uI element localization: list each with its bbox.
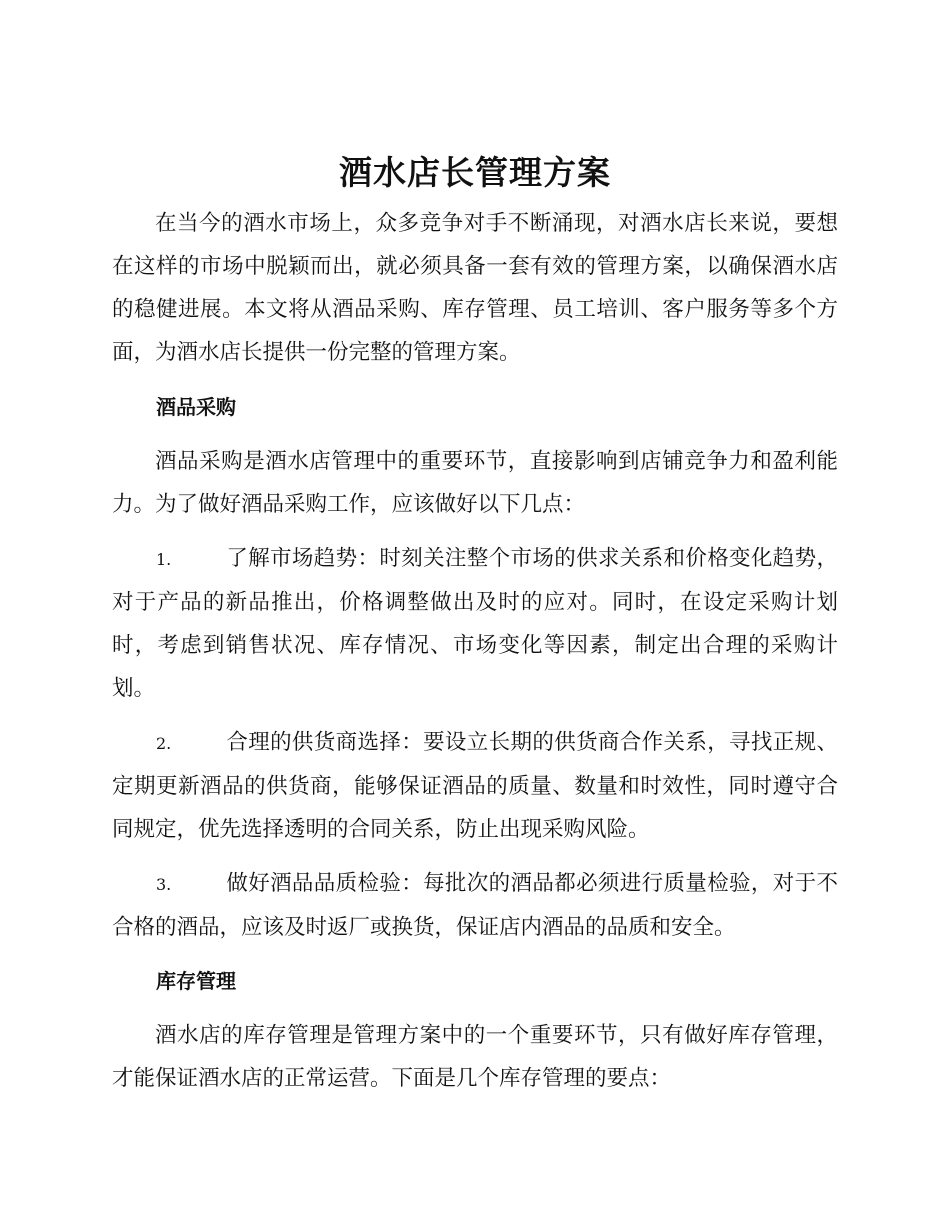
list-item-text: 了解市场趋势：时刻关注整个市场的供求关系和价格变化趋势，对于产品的新品推出，价格调整做出及时的应对。同时，在设定采购计划时，考虑到销售状况、库存情况、市场变化等因素，制定出合理的采购计划。	[112, 546, 838, 701]
list-item-number: 2.	[156, 734, 172, 753]
list-item	[112, 721, 838, 851]
list-item-number: 1.	[156, 550, 172, 569]
spacer	[112, 710, 838, 721]
document-page	[112, 150, 838, 1100]
spacer	[112, 851, 838, 862]
section-heading-purchasing: 酒品采购	[156, 395, 236, 419]
list-item-text: 合理的供货商选择：要设立长期的供货商合作关系，寻找正规、定期更新酒品的供货商，能够保证酒品的质量、数量和时效性，同时遵守合同规定，优先选择透明的合同关系，防止出现采购风险。	[112, 730, 838, 842]
section-heading-inventory: 库存管理	[156, 969, 236, 993]
inventory-paragraph: 酒水店的库存管理是管理方案中的一个重要环节，只有做好库存管理，才能保证酒水店的正常运营。下面是几个库存管理的要点：	[112, 1023, 838, 1091]
list-item-number: 3.	[156, 875, 172, 894]
spacer	[112, 526, 838, 537]
list-item-text: 做好酒品品质检验：每批次的酒品都必须进行质量检验，对于不合格的酒品，应该及时返厂或换货，保证店内酒品的品质和安全。	[112, 871, 838, 940]
document-title: 酒水店长管理方案	[339, 153, 611, 192]
purchasing-paragraph: 酒品采购是酒水店管理中的重要环节，直接影响到店铺竞争力和盈利能力。为了做好酒品采购工作，应该做好以下几点：	[112, 449, 838, 517]
intro-paragraph: 在当今的酒水市场上，众多竞争对手不断涌现，对酒水店长来说，要想在这样的市场中脱颖而出，就必须具备一套有效的管理方案，以确保酒水店的稳健进展。本文将从酒品采购、库存管理、员工培训、客户服务等多个方面，为酒水店长提供一份完整的管理方案。	[112, 211, 838, 365]
spacer	[112, 1003, 838, 1014]
list-item	[112, 862, 838, 949]
spacer	[112, 949, 838, 960]
spacer	[112, 429, 838, 440]
spacer	[112, 374, 838, 386]
list-item	[112, 537, 838, 710]
